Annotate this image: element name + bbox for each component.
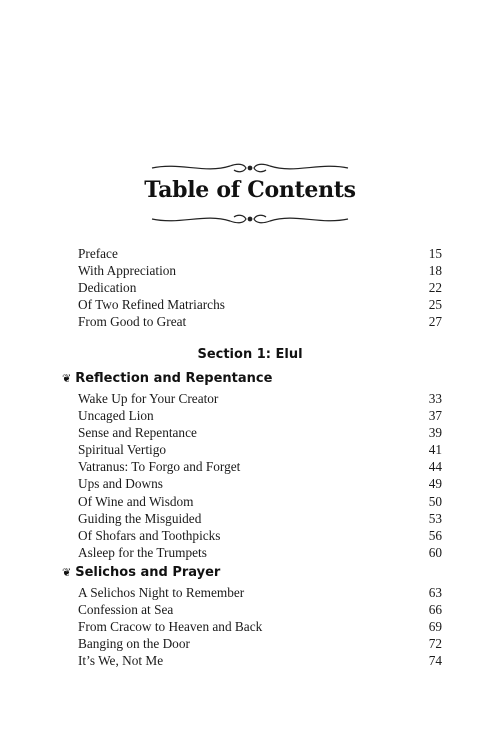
toc-entry-page: 49 bbox=[428, 476, 442, 492]
toc-entry[interactable] bbox=[78, 279, 442, 296]
toc-entry-label: From Good to Great bbox=[78, 314, 187, 330]
toc-entry-label: Of Shofars and Toothpicks bbox=[78, 527, 221, 543]
toc-entry-label: It’s We, Not Me bbox=[78, 653, 164, 669]
toc-entry-page: 18 bbox=[428, 263, 442, 279]
toc-entry[interactable] bbox=[78, 262, 442, 279]
toc-entry[interactable] bbox=[78, 475, 442, 492]
toc-entry-page: 50 bbox=[428, 493, 442, 509]
toc-entry-page: 25 bbox=[428, 297, 442, 313]
toc-entry-label: Of Wine and Wisdom bbox=[78, 493, 194, 509]
toc-entry-label: Vatranus: To Forgo and Forget bbox=[78, 459, 241, 475]
toc-entry-page: 72 bbox=[428, 636, 442, 652]
toc-entry[interactable] bbox=[78, 390, 442, 407]
toc-entry[interactable] bbox=[78, 245, 442, 262]
toc-entry[interactable] bbox=[78, 458, 442, 475]
toc-entry-label: Wake Up for Your Creator bbox=[78, 391, 219, 406]
subsection-entry-list bbox=[78, 390, 442, 561]
toc-entry[interactable] bbox=[78, 544, 442, 561]
front-matter-list bbox=[78, 245, 442, 330]
toc-entry-page: 74 bbox=[428, 653, 442, 669]
toc-entry[interactable] bbox=[78, 296, 442, 313]
toc-entry-label: Dedication bbox=[78, 280, 137, 296]
toc-entry-label: Spiritual Vertigo bbox=[78, 442, 167, 458]
toc-entry-label: Asleep for the Trumpets bbox=[78, 544, 207, 560]
toc-entry[interactable] bbox=[78, 313, 442, 330]
subsection-header bbox=[62, 565, 220, 580]
toc-entry-page: 69 bbox=[428, 619, 442, 635]
toc-entry-page: 63 bbox=[428, 585, 442, 600]
subsection-header bbox=[62, 371, 272, 386]
toc-entry[interactable] bbox=[78, 527, 442, 544]
toc-entry-label: Guiding the Misguided bbox=[78, 510, 202, 526]
subsection-entry-list bbox=[78, 584, 442, 669]
toc-entry[interactable] bbox=[78, 424, 442, 441]
decorative-flourish-top bbox=[150, 158, 350, 178]
toc-entry-page: 66 bbox=[428, 602, 442, 618]
toc-entry-page: 27 bbox=[428, 314, 442, 330]
toc-entry-label: Uncaged Lion bbox=[78, 408, 154, 424]
toc-entry-label: Banging on the Door bbox=[78, 636, 190, 652]
toc-entry-page: 39 bbox=[428, 425, 442, 441]
toc-entry-label: Ups and Downs bbox=[78, 476, 163, 492]
subsection-title: Selichos and Prayer bbox=[75, 565, 221, 580]
fleuron-icon: ❦ bbox=[62, 566, 72, 579]
toc-entry-page: 53 bbox=[428, 510, 442, 526]
toc-entry-label: Sense and Repentance bbox=[78, 425, 197, 441]
toc-entry-page: 22 bbox=[428, 280, 442, 296]
toc-entry[interactable] bbox=[78, 493, 442, 510]
toc-entry[interactable] bbox=[78, 635, 442, 652]
decorative-flourish-bottom bbox=[150, 209, 350, 229]
toc-entry-label: With Appreciation bbox=[78, 263, 177, 279]
toc-entry-label: A Selichos Night to Remember bbox=[78, 585, 245, 600]
subsection-title: Reflection and Repentance bbox=[75, 371, 273, 386]
toc-entry[interactable] bbox=[78, 618, 442, 635]
toc-entry[interactable] bbox=[78, 601, 442, 618]
section-title: Section 1: Elul bbox=[197, 347, 303, 362]
toc-entry-page: 60 bbox=[428, 544, 442, 560]
toc-entry[interactable] bbox=[78, 584, 442, 601]
toc-entry-label: Of Two Refined Matriarchs bbox=[78, 297, 225, 313]
toc-entry-page: 44 bbox=[428, 459, 442, 475]
toc-entry-label: Preface bbox=[78, 246, 118, 261]
toc-entry-label: Confession at Sea bbox=[78, 602, 174, 618]
toc-entry-page: 41 bbox=[428, 442, 442, 458]
fleuron-icon: ❦ bbox=[62, 372, 72, 385]
toc-entry[interactable] bbox=[78, 407, 442, 424]
page-title: Table of Contents bbox=[144, 177, 356, 203]
toc-entry-page: 56 bbox=[428, 527, 442, 543]
toc-entry-label: From Cracow to Heaven and Back bbox=[78, 619, 263, 635]
toc-entry-page: 15 bbox=[428, 246, 442, 261]
toc-entry[interactable] bbox=[78, 441, 442, 458]
toc-entry[interactable] bbox=[78, 652, 442, 669]
toc-entry-page: 37 bbox=[428, 408, 442, 424]
toc-entry[interactable] bbox=[78, 510, 442, 527]
toc-entry-page: 33 bbox=[428, 391, 442, 406]
